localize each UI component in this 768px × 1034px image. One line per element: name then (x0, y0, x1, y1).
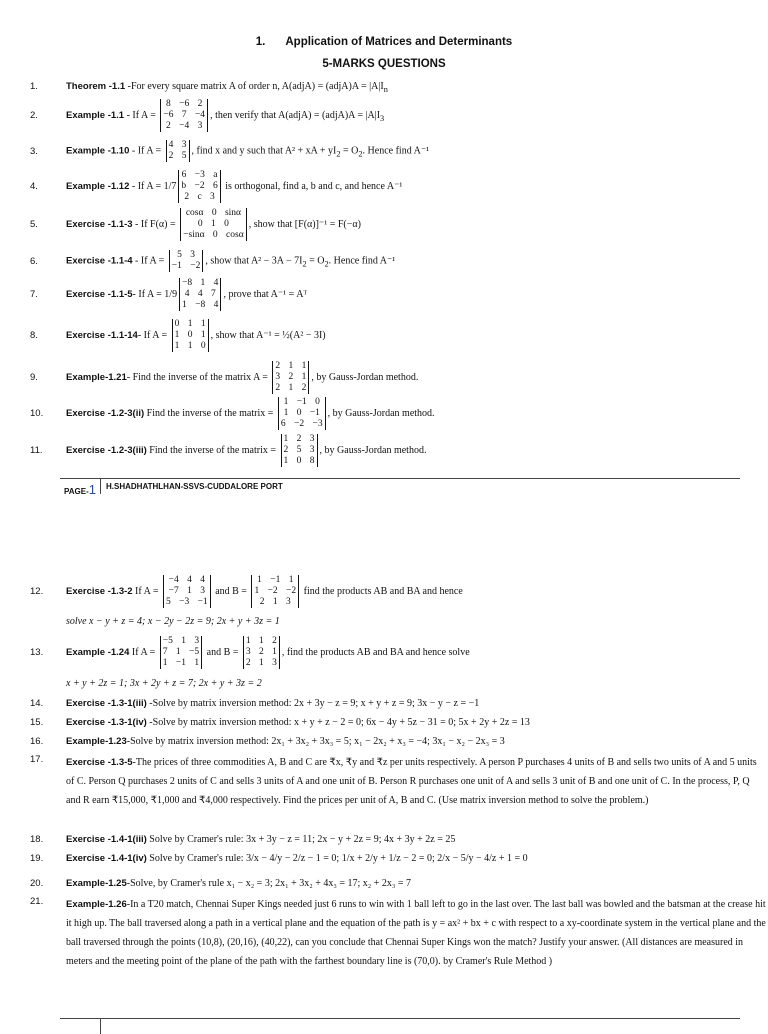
section-subtitle: 5-MARKS QUESTIONS (322, 58, 446, 70)
matrix: 1 −1 0 1 0 −1 6 −2 −3 (278, 397, 326, 430)
footer-author: H.SHADHATHLHAN-SSVS-CUDDALORE PORT (106, 482, 283, 491)
matrix-b: 1 −1 1 1 −2 −2 2 1 3 (251, 575, 299, 608)
footer-separator (100, 1018, 101, 1034)
chapter-title: 1. Application of Matrices and Determinants (255, 36, 513, 48)
matrix-a: −4 4 4 −7 1 3 5 −3 −1 (163, 575, 211, 608)
matrix-a: −8 1 4 4 4 7 1 −8 4 (179, 278, 221, 311)
matrix-a: −5 1 3 7 1 −5 1 −1 1 (160, 636, 202, 669)
matrix: 1 2 3 2 5 3 1 0 8 (281, 434, 318, 467)
page-number: PAGE-1 (64, 482, 96, 497)
matrix-a: 2 1 1 3 2 1 2 1 2 (272, 361, 309, 394)
matrix-a: 5 3 −1 −2 (169, 250, 204, 272)
matrix-a: 4 3 2 5 (166, 140, 190, 162)
matrix-a: 0 1 1 1 0 1 1 1 0 (172, 319, 209, 352)
matrix-a: 8 −6 2 −6 7 −4 2 −4 3 (160, 99, 208, 132)
footer-rule (60, 1018, 740, 1019)
question-12-equations: solve x − y + z = 4; x − 2y − 2z = 9; 2x + y + 3z = 1 (66, 616, 280, 627)
matrix-a: 6 −3 a b −2 6 2 c 3 (178, 170, 220, 203)
matrix-b: 1 1 2 3 2 1 2 1 3 (243, 636, 280, 669)
question-13-equations: x + y + 2z = 1; 3x + 2y + z = 7; 2x + y + 3z = 2 (66, 678, 262, 689)
matrix-f: cosα 0 sinα 0 1 0 −sinα 0 cosα (180, 208, 247, 241)
footer-rule (60, 478, 740, 479)
footer-separator (100, 478, 101, 494)
